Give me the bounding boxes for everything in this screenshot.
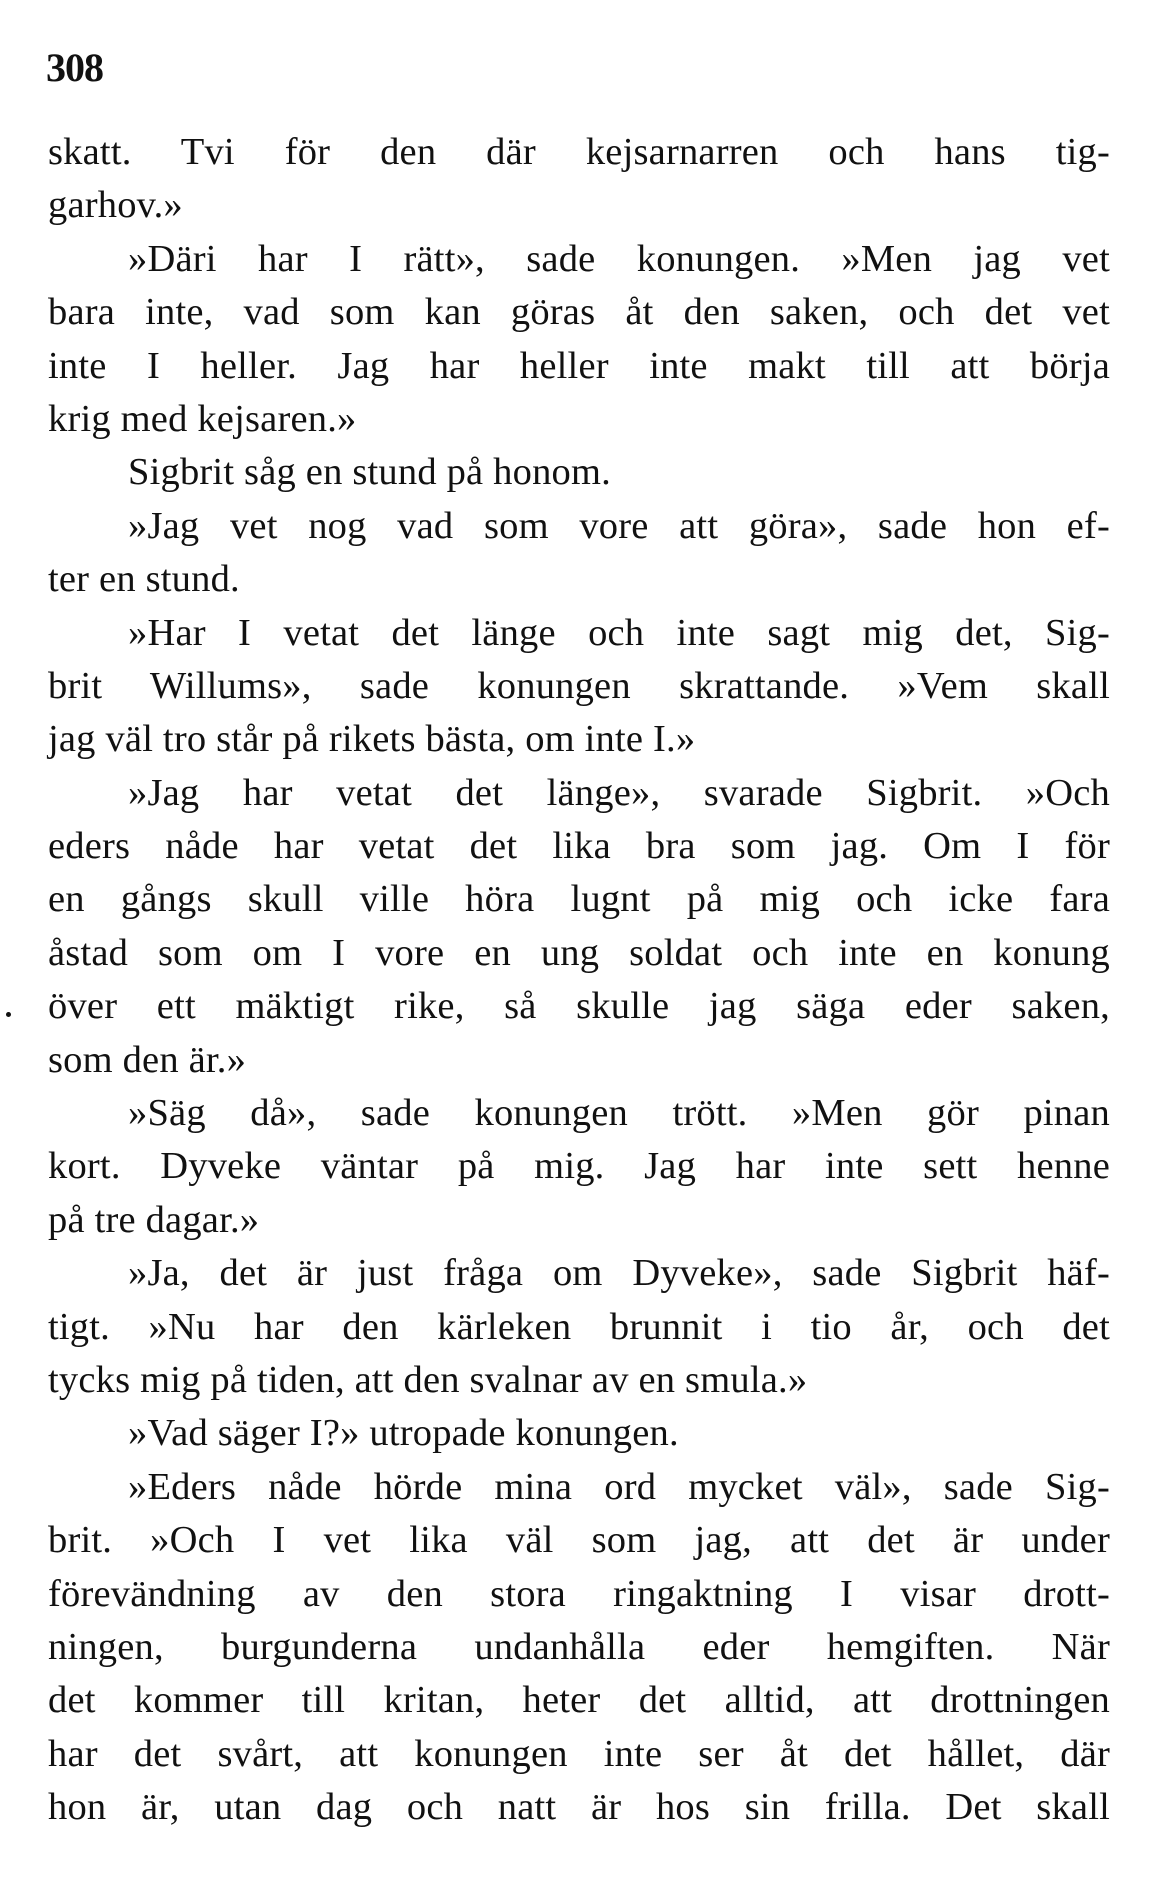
text-line: Sigbrit såg en stund på honom.	[128, 451, 611, 494]
text-line: över ett mäktigt rike, så skulle jag säga eder saken,	[48, 985, 1110, 1028]
text-line: på tre dagar.»	[48, 1198, 260, 1241]
text-line: eders nåde har vetat det lika bra som jag. Om I för	[48, 825, 1110, 868]
text-line: åstad som om I vore en ung soldat och inte en konung	[48, 931, 1110, 974]
text-line: garhov.»	[48, 184, 183, 227]
text-line: »Säg då», sade konungen trött. »Men gör pinan	[128, 1092, 1110, 1135]
text-line: »Ja, det är just fråga om Dyveke», sade Sigbrit häf-	[128, 1252, 1110, 1295]
text-line: »Jag vet nog vad som vore att göra», sade hon ef-	[128, 504, 1110, 547]
text-line: inte I heller. Jag har heller inte makt till att börja	[48, 344, 1110, 387]
text-line: brit Willums», sade konungen skrattande. »Vem skall	[48, 664, 1110, 707]
text-line: »Har I vetat det länge och inte sagt mig det, Sig-	[128, 611, 1110, 654]
text-line: skatt. Tvi för den där kejsarnarren och hans tig-	[48, 131, 1110, 173]
text-line: brit. »Och I vet lika väl som jag, att det är under	[48, 1519, 1110, 1562]
text-line: tigt. »Nu har den kärleken brunnit i tio år, och det	[48, 1305, 1110, 1348]
text-line: krig med kejsaren.»	[48, 397, 357, 440]
text-line: »Jag har vetat det länge», svarade Sigbrit. »Och	[128, 771, 1110, 814]
text-line: jag väl tro står på rikets bästa, om inte I.»	[48, 718, 696, 761]
body-text	[48, 126, 1110, 1835]
text-line: »Däri har I rätt», sade konungen. »Men jag vet	[128, 237, 1110, 280]
text-line: som den är.»	[48, 1038, 247, 1081]
text-line: en gångs skull ville höra lugnt på mig och icke fara	[48, 878, 1110, 921]
text-line: ter en stund.	[48, 558, 240, 601]
text-line: förevändning av den stora ringaktning I visar drott-	[48, 1572, 1110, 1615]
text-line: ningen, burgunderna undanhålla eder hemgiften. När	[48, 1625, 1110, 1668]
text-line: har det svårt, att konungen inte ser åt det hållet, där	[48, 1732, 1110, 1775]
text-line: bara inte, vad som kan göras åt den saken, och det vet	[48, 291, 1110, 334]
text-line: »Vad säger I?» utropade konungen.	[128, 1412, 679, 1455]
text-line: det kommer till kritan, heter det alltid, att drottningen	[48, 1679, 1110, 1722]
page-number: 308	[46, 45, 103, 90]
text-line: kort. Dyveke väntar på mig. Jag har inte sett henne	[48, 1145, 1110, 1188]
text-line: hon är, utan dag och natt är hos sin frilla. Det skall	[48, 1786, 1110, 1829]
margin-mark	[6, 1012, 11, 1017]
text-line: »Eders nåde hörde mina ord mycket väl», sade Sig-	[128, 1465, 1110, 1508]
text-line: tycks mig på tiden, att den svalnar av en smula.»	[48, 1358, 808, 1401]
